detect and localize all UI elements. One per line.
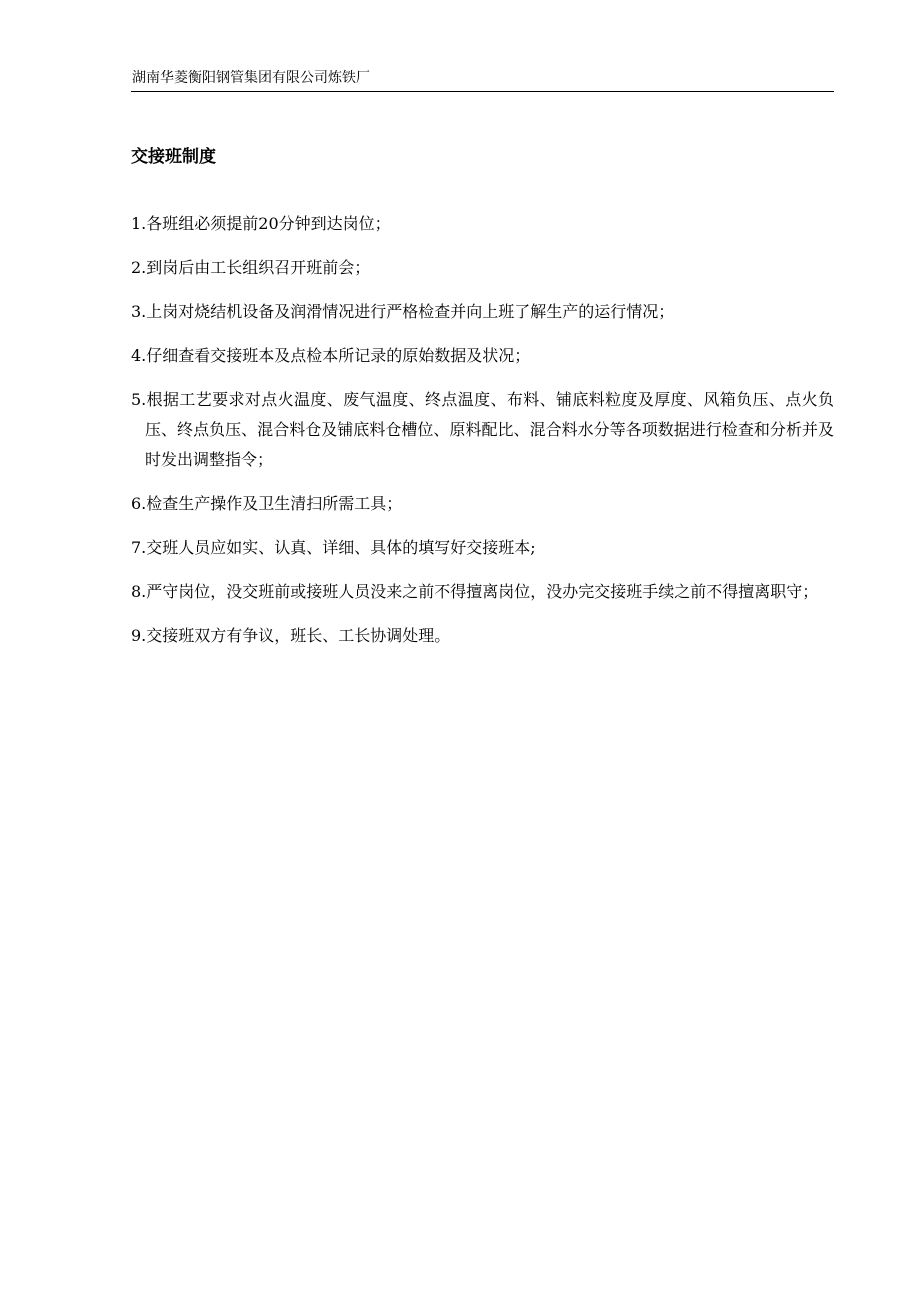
header-company-name: 湖南华菱衡阳钢管集团有限公司炼铁厂 bbox=[132, 70, 370, 86]
rule-item-5: 5.根据工艺要求对点火温度、废气温度、终点温度、布料、铺底料粒度及厚度、风箱负压、点火负压、终点负压、混合料仓及铺底料仓槽位、原料配比、混合料水分等各项数据进行检查和分析并及时发出调整指令； bbox=[131, 390, 834, 469]
rule-item-2: 2.到岗后由工长组织召开班前会； bbox=[131, 258, 371, 277]
rule-item-1: 1.各班组必须提前20分钟到达岗位； bbox=[131, 214, 391, 233]
rule-item-3: 3.上岗对烧结机设备及润滑情况进行严格检查并向上班了解生产的运行情况； bbox=[131, 302, 675, 321]
document-title: 交接班制度 bbox=[131, 147, 216, 167]
rule-item-6: 6.检查生产操作及卫生清扫所需工具； bbox=[131, 494, 403, 513]
rule-item-7: 7.交班人员应如实、认真、详细、具体的填写好交接班本; bbox=[131, 538, 536, 557]
rule-item-4: 4.仔细查看交接班本及点检本所记录的原始数据及状况； bbox=[131, 346, 531, 365]
document-body bbox=[131, 209, 834, 665]
rule-item-8: 8.严守岗位，没交班前或接班人员没来之前不得擅离岗位，没办完交接班手续之前不得擅离职守； bbox=[131, 582, 819, 601]
page-header bbox=[131, 68, 834, 92]
rule-item-9: 9.交接班双方有争议，班长、工长协调处理。 bbox=[131, 626, 451, 645]
